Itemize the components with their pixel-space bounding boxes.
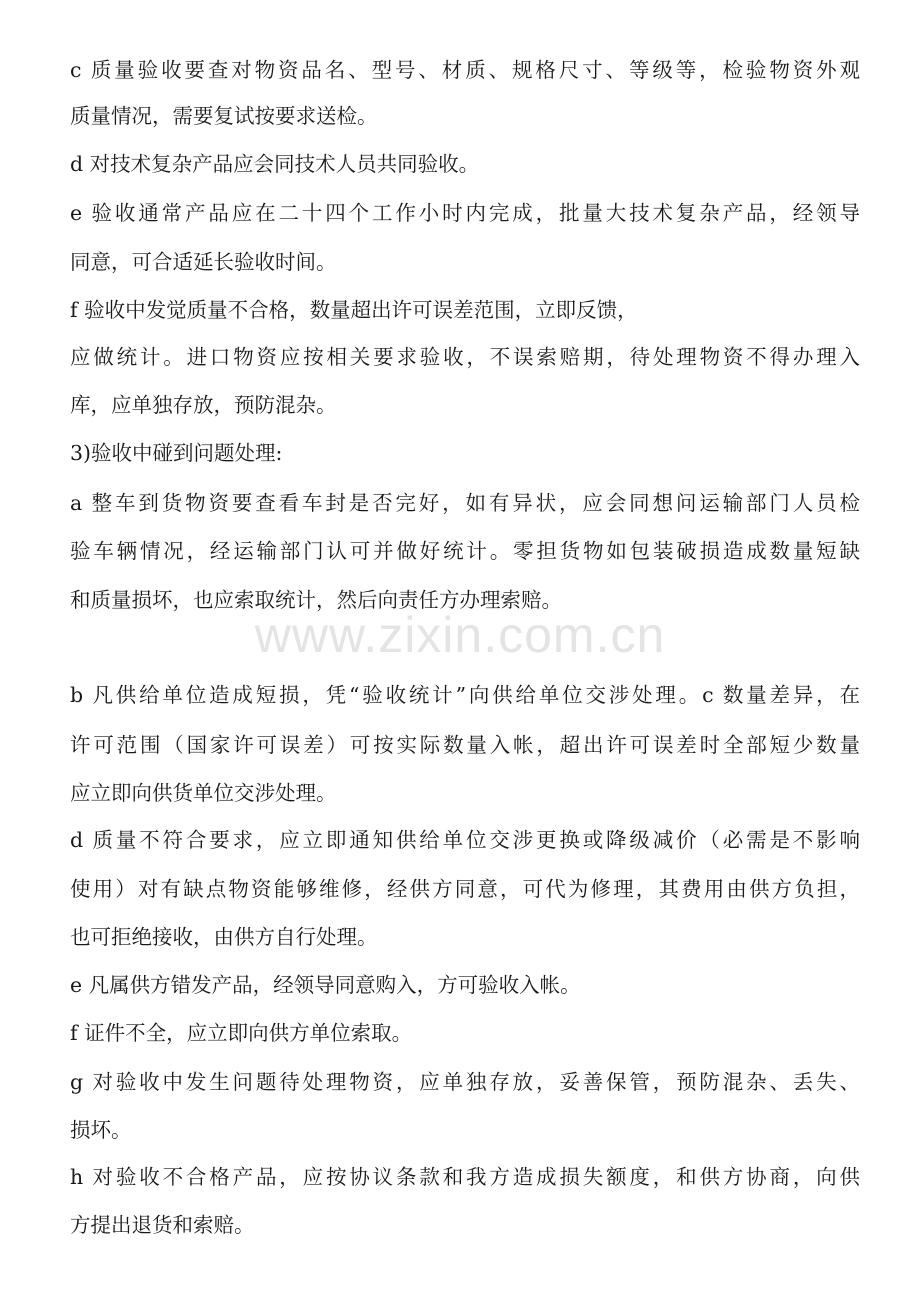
- text-line: g 对验收中发生问题待处理物资，应单独存放，妥善保管，预防混杂、丢失、: [70, 1070, 860, 1094]
- text-line: 应做统计。进口物资应按相关要求验收，不误索赔期，待处理物资不得办理入: [70, 345, 860, 369]
- text-line: 库，应单独存放，预防混杂。: [70, 393, 337, 417]
- text-line: e 凡属供方错发产品，经领导同意购入，方可验收入帐。: [70, 973, 581, 997]
- text-line: h 对验收不合格产品，应按协议条款和我方造成损失额度，和供方协商，向供: [70, 1165, 860, 1189]
- text-line: f 验收中发觉质量不合格，数量超出许可误差范围，立即反馈，: [70, 298, 638, 322]
- text-line: 3)验收中碰到问题处理:: [70, 441, 283, 465]
- text-line: 使用）对有缺点物资能够维修，经供方同意，可代为修理，其费用由供方负担，: [70, 877, 860, 901]
- text-line: 也可拒绝接收，由供方自行处理。: [70, 925, 378, 949]
- text-line: a 整车到货物资要查看车封是否完好，如有异状，应会同想问运输部门人员检: [70, 491, 860, 515]
- watermark: www.zixin.com.cn: [254, 607, 666, 663]
- text-line: 应立即向供货单位交涉处理。: [70, 781, 337, 805]
- text-line: c 质量验收要查对物资品名、型号、材质、规格尺寸、等级等，检验物资外观: [70, 58, 860, 82]
- text-line: 损坏。: [70, 1118, 132, 1142]
- text-line: 许可范围（国家许可误差）可按实际数量入帐，超出许可误差时全部短少数量: [70, 733, 860, 757]
- text-line: e 验收通常产品应在二十四个工作小时内完成，批量大技术复杂产品，经领导: [70, 201, 860, 225]
- text-line: f 证件不全，应立即向供方单位索取。: [70, 1021, 413, 1045]
- text-line: 和质量损坏，也应索取统计，然后向责任方办理索赔。: [70, 588, 562, 612]
- text-line: 验车辆情况，经运输部门认可并做好统计。零担货物如包装破损造成数量短缺: [70, 539, 860, 563]
- text-line: b 凡供给单位造成短损，凭“验收统计”向供给单位交涉处理。c 数量差异，在: [70, 683, 860, 707]
- text-line: d 对技术复杂产品应会同技术人员共同验收。: [70, 152, 480, 176]
- text-line: 方提出退货和索赔。: [70, 1213, 255, 1237]
- text-line: d 质量不符合要求，应立即通知供给单位交涉更换或降级减价（必需是不影响: [70, 828, 860, 852]
- text-line: 质量情况，需要复试按要求送检。: [70, 104, 378, 128]
- text-line: 同意，可合适延长验收时间。: [70, 250, 337, 274]
